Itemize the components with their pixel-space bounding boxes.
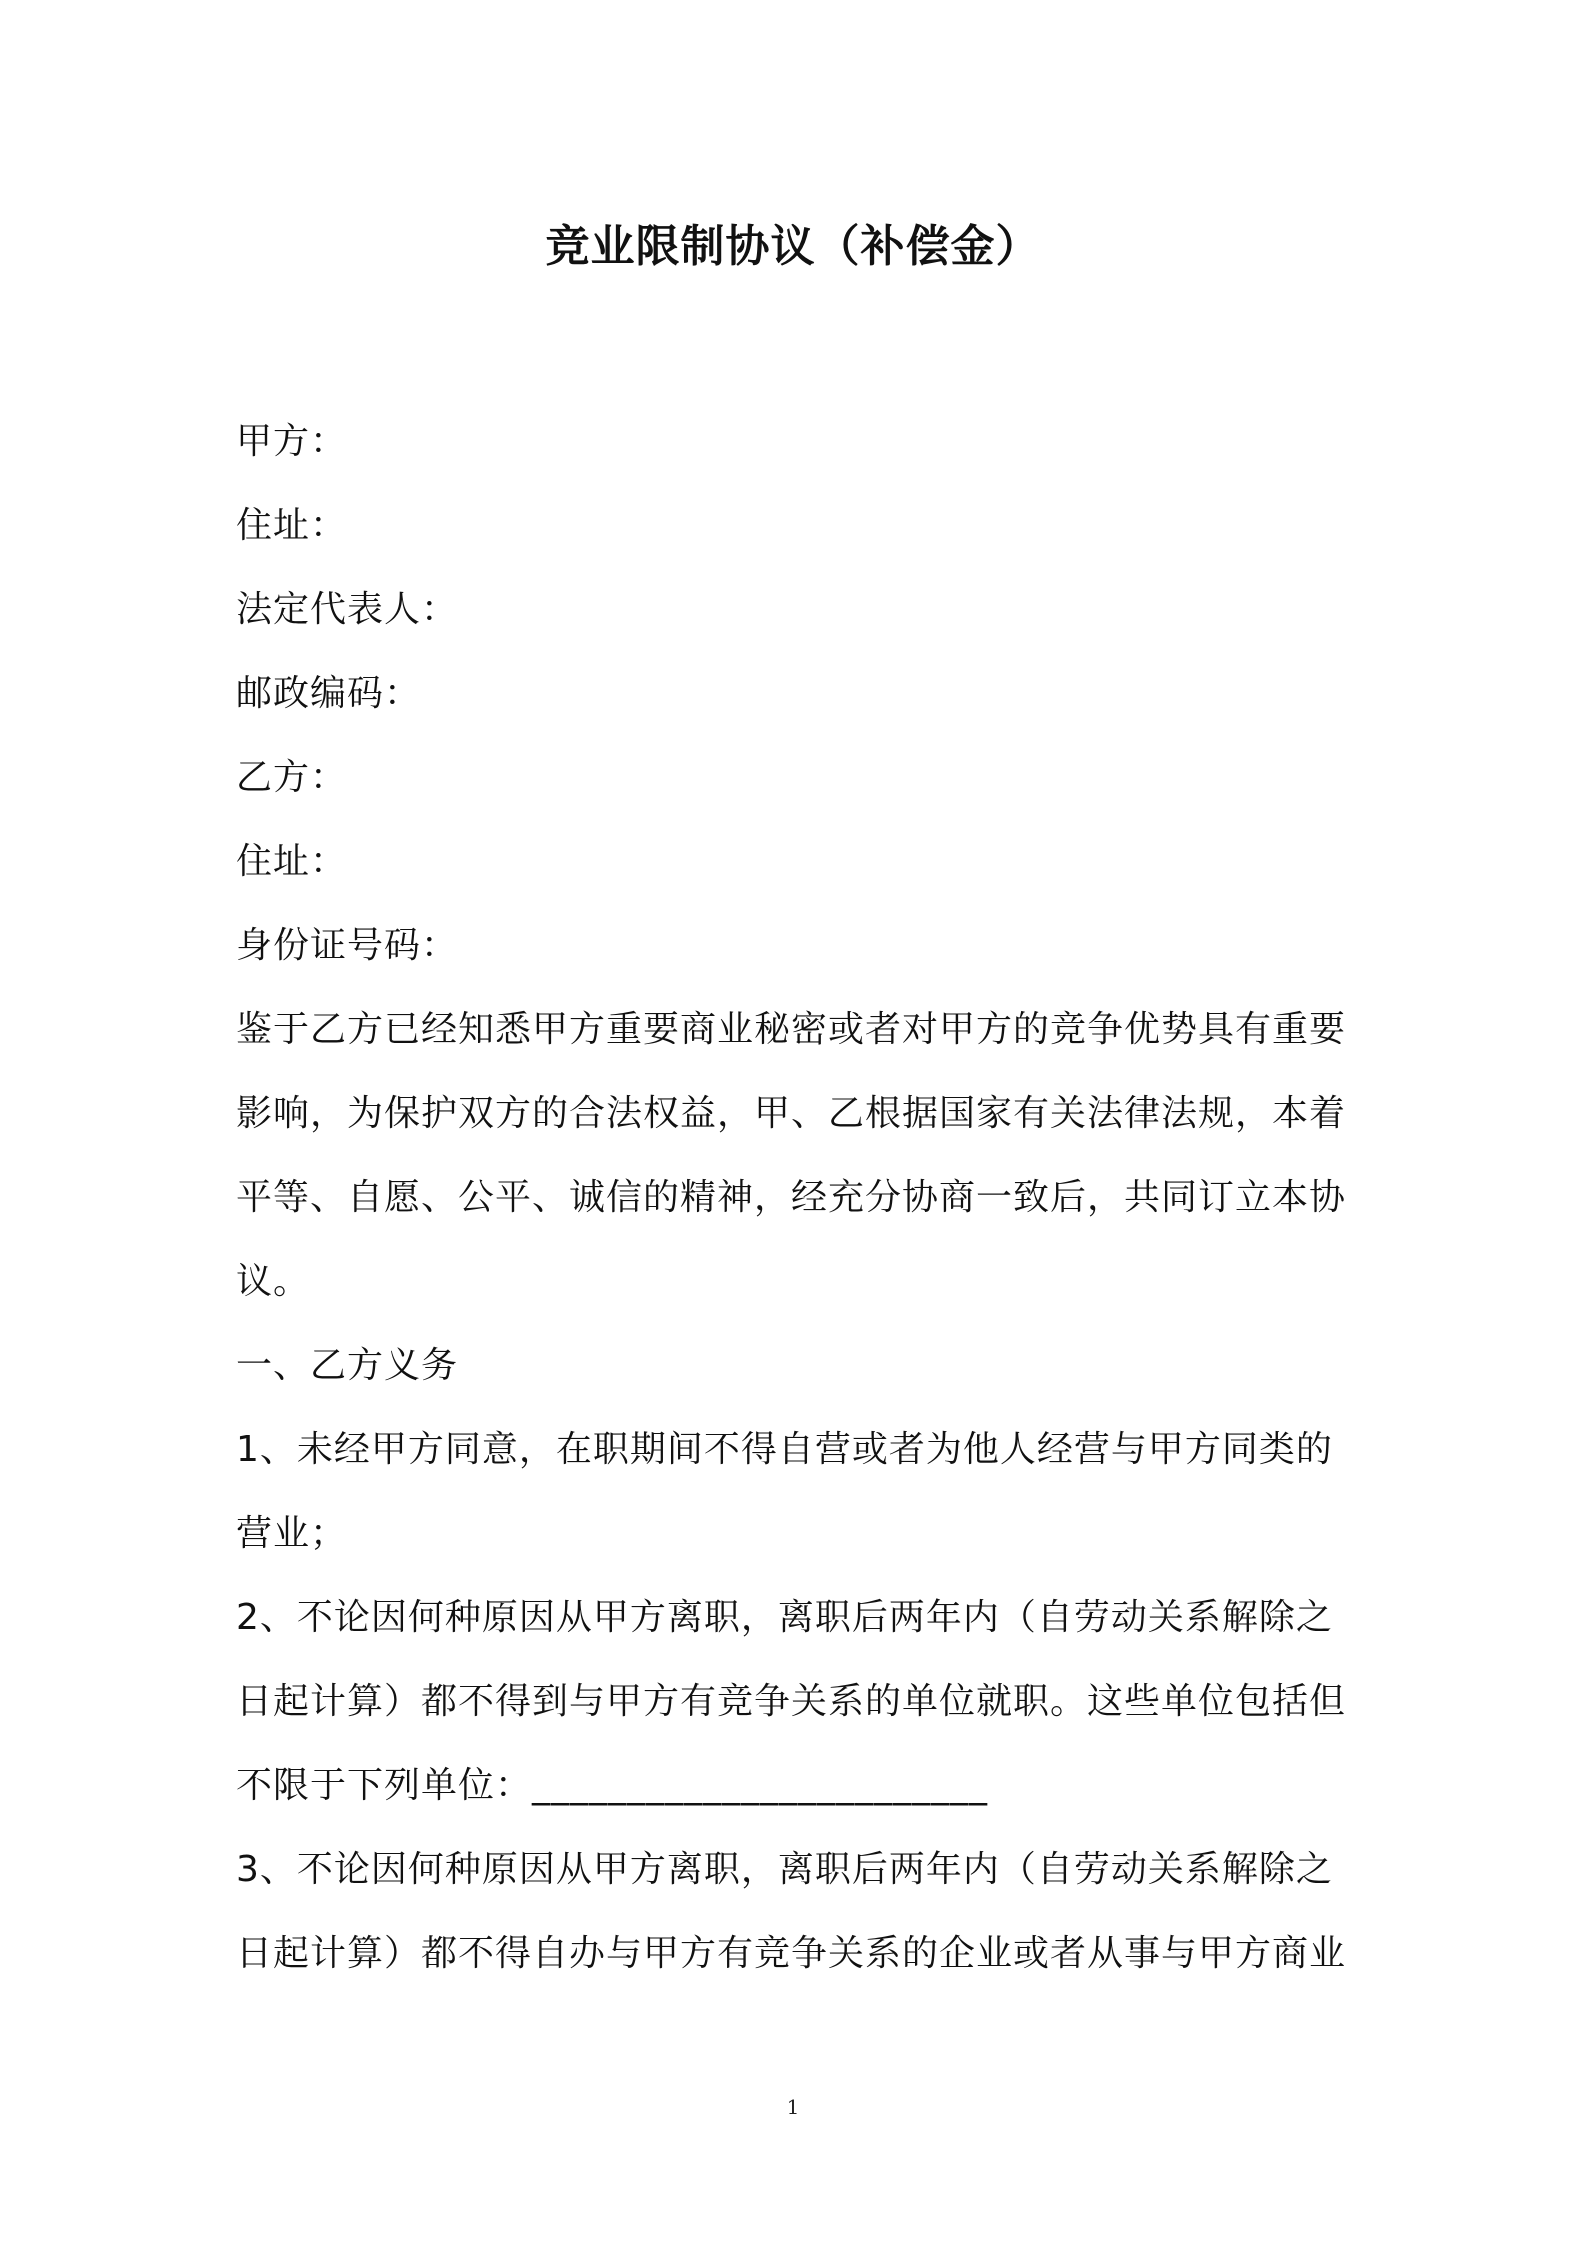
section-heading: 一、乙方义务 <box>236 1345 459 1386</box>
clause-line: 不限于下列单位：________________________ <box>236 1765 989 1806</box>
party-b-line: 乙方： <box>236 757 348 798</box>
document-body <box>236 400 1361 1996</box>
preamble-line: 议。 <box>236 1261 311 1302</box>
preamble-line: 影响，为保护双方的合法权益，甲、乙根据国家有关法律法规，本着 <box>236 1093 1347 1134</box>
legal-representative-line: 法定代表人： <box>236 589 459 630</box>
id-number-line: 身份证号码： <box>236 925 459 966</box>
clause-line: 1、未经甲方同意，在职期间不得自营或者为他人经营与甲方同类的 <box>236 1429 1333 1470</box>
page-number: 1 <box>786 2095 800 2119</box>
clause-line: 日起计算）都不得到与甲方有竞争关系的单位就职。这些单位包括但 <box>236 1681 1347 1722</box>
party-a-line: 甲方： <box>236 421 348 462</box>
party-a-address-line: 住址： <box>236 505 348 546</box>
clause-line: 2、不论因何种原因从甲方离职，离职后两年内（自劳动关系解除之 <box>236 1597 1333 1638</box>
postal-code-line: 邮政编码： <box>236 673 422 714</box>
clause-line: 3、不论因何种原因从甲方离职，离职后两年内（自劳动关系解除之 <box>236 1849 1333 1890</box>
preamble-line: 鉴于乙方已经知悉甲方重要商业秘密或者对甲方的竞争优势具有重要 <box>236 1009 1347 1050</box>
preamble-line: 平等、自愿、公平、诚信的精神，经充分协商一致后，共同订立本协 <box>236 1177 1347 1218</box>
clause-line: 营业； <box>236 1513 348 1554</box>
clause-line: 日起计算）都不得自办与甲方有竞争关系的企业或者从事与甲方商业 <box>236 1933 1347 1974</box>
document-title: 竞业限制协议（补偿金） <box>545 221 1041 272</box>
party-b-address-line: 住址： <box>236 841 348 882</box>
